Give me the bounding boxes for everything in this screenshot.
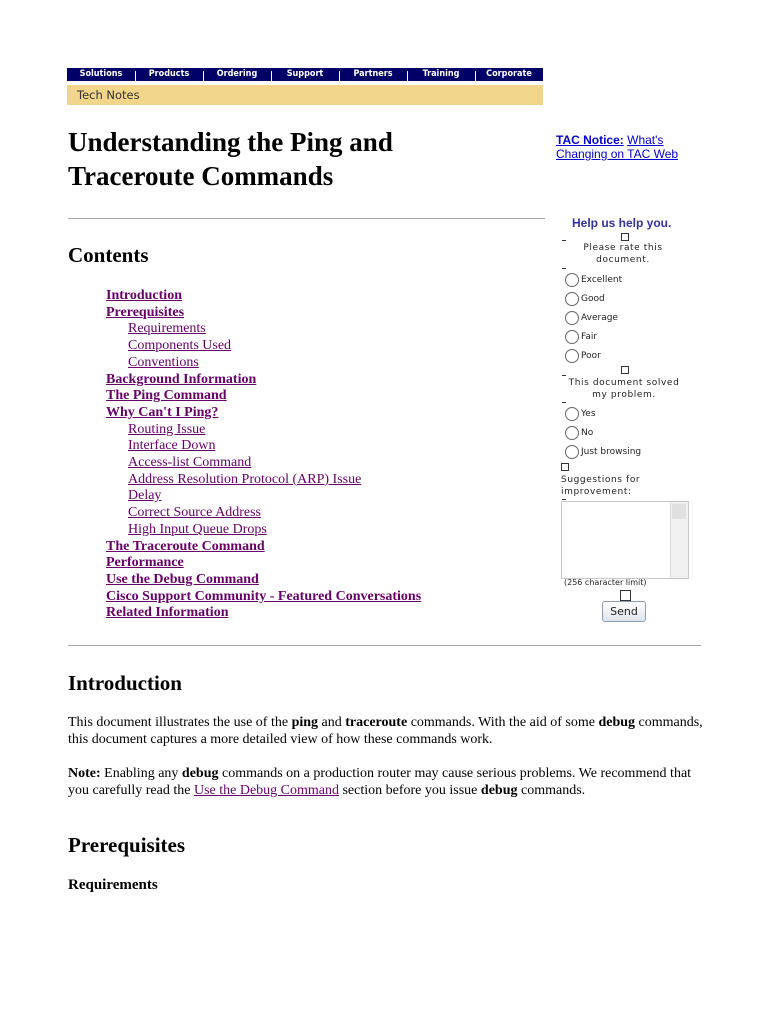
- toc-background-information[interactable]: Background Information: [106, 371, 257, 387]
- rating-good-label: Good: [581, 294, 605, 304]
- text: commands, this document captures a more detailed view of how these commands work.: [68, 715, 703, 747]
- nav-solutions[interactable]: Solutions: [79, 69, 123, 79]
- bullet-marker: [562, 499, 566, 500]
- toc-traceroute-command[interactable]: The Traceroute Command: [106, 538, 265, 554]
- toc-arp-issue[interactable]: Address Resolution Protocol (ARP) Issue: [128, 471, 362, 487]
- use-debug-command-link[interactable]: Use the Debug Command: [193, 783, 339, 798]
- char-limit-note: (256 character limit): [564, 578, 647, 587]
- radio-icon[interactable]: [565, 349, 579, 363]
- prerequisites-heading: Prerequisites: [68, 833, 186, 857]
- bullet-marker: [562, 402, 566, 403]
- radio-icon[interactable]: [565, 407, 579, 421]
- solved-no[interactable]: [565, 426, 593, 440]
- solved-just-browsing-label: Just browsing: [581, 447, 642, 457]
- introduction-heading: Introduction: [68, 671, 182, 695]
- solved-no-label: No: [581, 428, 594, 438]
- section-bar-label: Tech Notes: [77, 88, 140, 102]
- text: commands. With the aid of some: [407, 715, 599, 730]
- rating-excellent[interactable]: [565, 273, 622, 287]
- debug-keyword: debug: [480, 783, 518, 798]
- radio-icon[interactable]: [565, 445, 579, 459]
- toc-prerequisites[interactable]: Prerequisites: [106, 304, 185, 320]
- send-button[interactable]: Send: [602, 601, 646, 622]
- bullet-marker: [562, 375, 566, 376]
- radio-icon[interactable]: [565, 292, 579, 306]
- text: Enabling any: [100, 766, 182, 781]
- ping-keyword: ping: [291, 715, 319, 730]
- page-title: Understanding the Ping and Traceroute Commands: [68, 127, 393, 191]
- suggestions-label: Suggestions for improvement:: [561, 475, 641, 497]
- solved-yes[interactable]: [565, 407, 596, 421]
- feedback-heading: Help us help you.: [572, 216, 672, 230]
- toc-access-list-command[interactable]: Access-list Command: [128, 455, 252, 470]
- toc-interface-down[interactable]: Interface Down: [128, 438, 216, 454]
- section-bar: [67, 85, 543, 105]
- bullet-marker: [562, 240, 566, 241]
- toc-requirements[interactable]: Requirements: [128, 321, 206, 337]
- rating-good[interactable]: [565, 292, 605, 306]
- toc-why-cant-i-ping[interactable]: Why Can't I Ping?: [106, 404, 219, 420]
- tac-notice: [556, 133, 706, 161]
- radio-icon[interactable]: [565, 426, 579, 440]
- introduction-paragraph: [68, 714, 708, 748]
- nav-training[interactable]: Training: [407, 68, 475, 81]
- tac-notice-link[interactable]: What's Changing on TAC Web: [556, 133, 679, 161]
- toc-correct-source-address[interactable]: Correct Source Address: [128, 505, 261, 521]
- text: section before you issue: [338, 783, 481, 798]
- solved-just-browsing[interactable]: [565, 445, 641, 459]
- radio-icon[interactable]: [565, 311, 579, 325]
- toc-ping-command[interactable]: The Ping Command: [106, 388, 227, 404]
- nav-support[interactable]: Support: [271, 68, 339, 81]
- tac-notice-label[interactable]: TAC Notice:: [556, 133, 624, 147]
- spacer-checkbox-icon: [620, 590, 631, 601]
- nav-corporate[interactable]: Corporate: [475, 68, 543, 81]
- toc-conventions[interactable]: Conventions: [128, 354, 199, 370]
- text: This document illustrates the use of the: [68, 715, 292, 730]
- toc-components-used[interactable]: Components Used: [128, 338, 232, 354]
- top-nav-bar: [67, 68, 543, 81]
- traceroute-keyword: traceroute: [345, 715, 408, 730]
- divider-top: [68, 218, 545, 219]
- toc-cisco-support-community[interactable]: Cisco Support Community - Featured Conversations: [106, 588, 422, 604]
- contents-heading: Contents: [68, 243, 149, 267]
- toc-related-information[interactable]: Related Information: [106, 605, 229, 621]
- spacer-checkbox-icon: [561, 463, 569, 471]
- solved-prompt: This document solved my problem.: [568, 378, 680, 400]
- toc-use-debug-command[interactable]: Use the Debug Command: [106, 571, 259, 587]
- rating-poor-label: Poor: [581, 351, 601, 361]
- nav-partners[interactable]: Partners: [339, 68, 407, 81]
- requirements-heading: Requirements: [68, 877, 158, 893]
- spacer-checkbox-icon: [621, 233, 629, 241]
- divider-contents: [68, 645, 701, 646]
- rate-prompt: Please rate this document.: [583, 243, 663, 265]
- debug-keyword: debug: [181, 766, 219, 781]
- toc-introduction[interactable]: Introduction: [106, 288, 182, 303]
- bullet-marker: [562, 268, 566, 269]
- note-paragraph: [68, 765, 708, 799]
- text: commands on a production router may cause serious problems. We recommend that you carefully read the: [68, 766, 692, 798]
- note-label: Note:: [68, 766, 101, 781]
- rating-average[interactable]: [565, 311, 618, 325]
- toc-high-input-queue-drops[interactable]: High Input Queue Drops: [128, 521, 267, 537]
- rating-fair[interactable]: [565, 330, 597, 344]
- suggestions-textarea[interactable]: [561, 501, 689, 579]
- rating-excellent-label: Excellent: [581, 275, 623, 285]
- rating-average-label: Average: [581, 313, 618, 323]
- toc-routing-issue[interactable]: Routing Issue: [128, 421, 206, 437]
- spacer-checkbox-icon: [621, 366, 629, 374]
- solved-yes-label: Yes: [581, 409, 596, 419]
- rating-fair-label: Fair: [581, 332, 598, 342]
- textarea-scrollbar[interactable]: [670, 502, 688, 578]
- text: and: [318, 715, 346, 730]
- radio-icon[interactable]: [565, 330, 579, 344]
- debug-keyword: debug: [598, 715, 636, 730]
- text: commands.: [517, 783, 586, 798]
- rating-poor[interactable]: [565, 349, 601, 363]
- nav-ordering[interactable]: Ordering: [203, 68, 271, 81]
- toc-delay[interactable]: Delay: [128, 488, 162, 504]
- radio-icon[interactable]: [565, 273, 579, 287]
- toc-performance[interactable]: Performance: [106, 555, 184, 571]
- nav-products[interactable]: Products: [135, 68, 203, 81]
